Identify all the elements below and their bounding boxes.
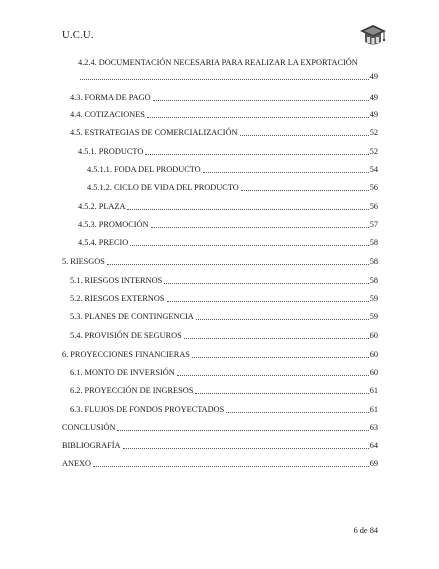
header-title: U.C.U. — [62, 30, 94, 41]
toc-leader-dots — [177, 375, 369, 376]
toc-leader-dots — [117, 430, 368, 431]
toc-entry-text: 4.5.1.1. FODA DEL PRODUCTO — [87, 165, 201, 174]
toc-entry-text: 6.3. FLUJOS DE FONDOS PROYECTADOS — [70, 405, 225, 414]
toc-page-number: 56 — [369, 183, 378, 192]
toc-page-number: 57 — [369, 220, 378, 229]
toc-page-number: 58 — [369, 276, 378, 285]
toc-entry-text: 5.4. PROVISIÓN DE SEGUROS — [70, 331, 182, 340]
toc-leader-dots — [153, 100, 369, 101]
graduation-cap-logo-icon — [359, 24, 387, 48]
toc-leader-dots — [196, 319, 369, 320]
toc-leader-dots — [127, 209, 368, 210]
toc-entry[interactable] — [62, 350, 378, 360]
toc-leader-dots — [203, 172, 369, 173]
toc-page-number: 58 — [369, 238, 378, 247]
toc-entry[interactable] — [70, 312, 378, 322]
toc-leader-dots — [147, 117, 369, 118]
toc-page-number: 69 — [369, 459, 378, 468]
toc-entry[interactable] — [70, 93, 378, 103]
toc-entry[interactable] — [62, 441, 378, 451]
toc-page-number: 52 — [369, 147, 378, 156]
toc-entry-text: 4.4. COTIZACIONES — [70, 110, 145, 119]
toc-entry[interactable] — [70, 294, 378, 304]
toc-entry-text: 6.1. MONTO DE INVERSIÓN — [70, 368, 175, 377]
toc-entry-text: 6.2. PROYECCIÓN DE INGRESOS — [70, 386, 194, 395]
toc-leader-dots — [167, 301, 369, 302]
toc-entry-text: 4.5. ESTRATEGIAS DE COMERCIALIZACIÓN — [70, 128, 238, 137]
toc-entry-text: 4.5.3. PROMOCIÓN — [78, 220, 149, 229]
toc-leader-dots — [93, 466, 369, 467]
toc-entry[interactable] — [70, 386, 378, 396]
toc-page-number: 59 — [369, 294, 378, 303]
toc-entry-text: 4.5.1.2. CICLO DE VIDA DEL PRODUCTO — [87, 183, 239, 192]
toc-entry[interactable] — [70, 331, 378, 341]
toc-leader-dots — [151, 227, 369, 228]
toc-entry[interactable] — [70, 368, 378, 378]
toc-page-number: 60 — [369, 350, 378, 359]
toc-entry[interactable] — [87, 183, 378, 193]
toc-entry[interactable] — [70, 110, 378, 120]
toc-entry-text[interactable]: 4.2.4. DOCUMENTACIÓN NECESARIA PARA REALIZAR LA EXPORTACIÓN — [78, 58, 358, 67]
toc-leader-dots — [130, 245, 368, 246]
toc-entry-text: 5.2. RIESGOS EXTERNOS — [70, 294, 165, 303]
page-number: 6 de 84 — [353, 526, 378, 535]
toc-entry[interactable] — [70, 405, 378, 415]
toc-entry[interactable] — [70, 128, 378, 138]
toc-page-number: 59 — [369, 312, 378, 321]
toc-entry-text: 4.5.2. PLAZA — [78, 202, 126, 211]
toc-page-number: 54 — [369, 165, 378, 174]
toc-entry[interactable] — [78, 147, 378, 157]
toc-entry[interactable] — [62, 459, 378, 469]
toc-page-number: 64 — [369, 441, 378, 450]
toc-leader-dots — [184, 338, 369, 339]
toc-leader-dots — [80, 79, 369, 80]
toc-entry-text: 5.1. RIESGOS INTERNOS — [70, 276, 163, 285]
toc-leader-dots — [241, 190, 369, 191]
toc-page-number: 63 — [369, 423, 378, 432]
toc-page-number: 56 — [369, 202, 378, 211]
toc-entry-text: 4.5.1. PRODUCTO — [78, 147, 144, 156]
toc-leader-dots — [192, 357, 369, 358]
toc-entry[interactable] — [78, 72, 378, 82]
toc-entry[interactable] — [87, 165, 378, 175]
toc-entry-text: 4.5.4. PRECIO — [78, 238, 129, 247]
toc-entry[interactable] — [78, 238, 378, 248]
toc-entry-text: 5.3. PLANES DE CONTINGENCIA — [70, 312, 194, 321]
toc-leader-dots — [195, 393, 368, 394]
toc-page-number: 61 — [369, 386, 378, 395]
toc-page-number: 60 — [369, 368, 378, 377]
toc-leader-dots — [226, 412, 368, 413]
toc-entry[interactable] — [62, 423, 378, 433]
toc-entry-text: BIBLIOGRAFÍA — [62, 441, 121, 450]
toc-leader-dots — [145, 154, 368, 155]
toc-entry[interactable] — [78, 220, 378, 230]
toc-entry[interactable] — [70, 276, 378, 286]
toc-entry-text: ANEXO — [62, 459, 92, 468]
toc-page-number: 49 — [369, 110, 378, 119]
toc-entry-text: 5. RIESGOS — [62, 257, 105, 266]
toc-entry-text: CONCLUSIÓN — [62, 423, 116, 432]
toc-leader-dots — [123, 448, 369, 449]
toc-leader-dots — [240, 135, 369, 136]
toc-leader-dots — [164, 283, 369, 284]
toc-leader-dots — [107, 264, 369, 265]
toc-entry-text: 6. PROYECCIONES FINANCIERAS — [62, 350, 190, 359]
toc-page-number: 49 — [369, 72, 378, 81]
toc-entry[interactable] — [62, 257, 378, 267]
toc-entry[interactable] — [78, 202, 378, 212]
toc-page-number: 60 — [369, 331, 378, 340]
toc-page-number: 58 — [369, 257, 378, 266]
toc-page-number: 49 — [369, 93, 378, 102]
toc-page-number: 52 — [369, 128, 378, 137]
toc-page-number: 61 — [369, 405, 378, 414]
toc-entry-text: 4.3. FORMA DE PAGO — [70, 93, 151, 102]
